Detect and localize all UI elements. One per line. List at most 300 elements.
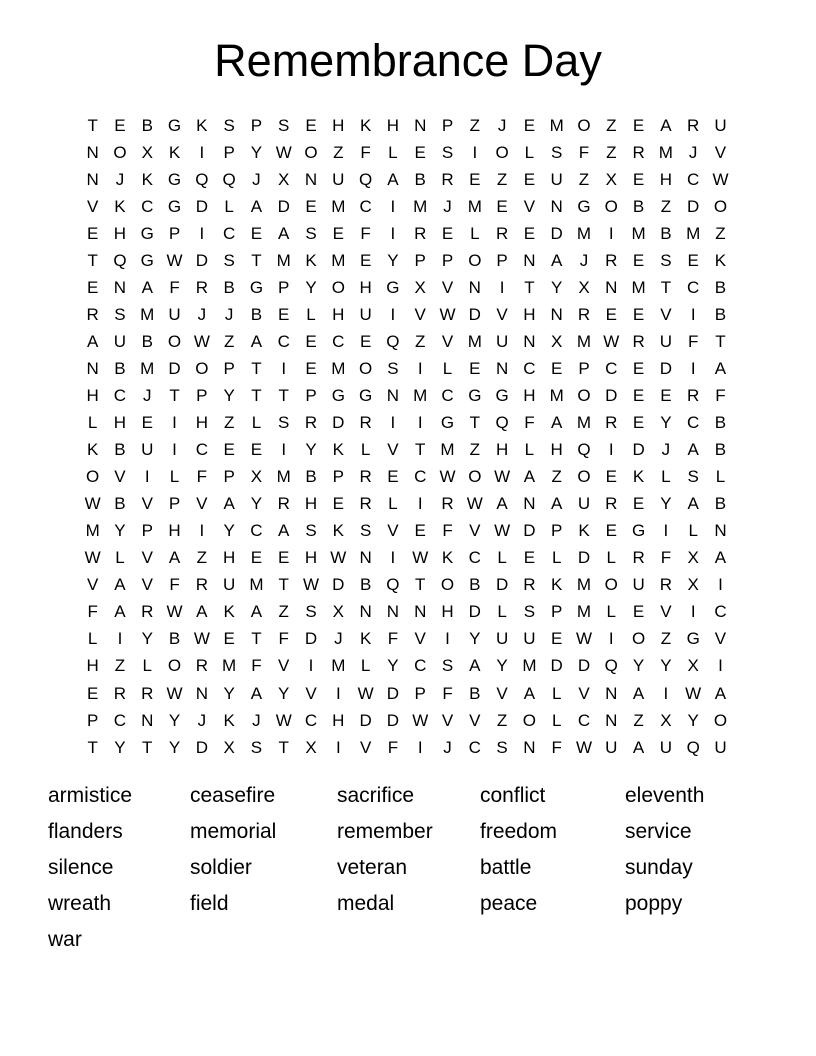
grid-letter: Q	[495, 413, 509, 433]
grid-letter: A	[114, 602, 126, 622]
grid-letter: R	[359, 467, 372, 487]
grid-letter: I	[281, 440, 287, 460]
grid-letter: S	[223, 115, 235, 135]
grid-letter: L	[360, 656, 371, 676]
grid-letter: D	[495, 575, 509, 595]
grid-letter: M	[658, 142, 673, 162]
word-list-item: eleventh	[625, 784, 705, 807]
grid-letter: Y	[469, 629, 481, 649]
grid-letter: H	[359, 277, 372, 297]
grid-letter: H	[441, 602, 454, 622]
grid-letter: W	[166, 602, 183, 622]
grid-letter: J	[115, 169, 125, 189]
grid-letter: N	[523, 737, 536, 757]
grid-letter: G	[167, 196, 182, 216]
grid-letter: Q	[195, 169, 209, 189]
grid-letter: I	[308, 656, 314, 676]
grid-letter: M	[331, 358, 346, 378]
grid-letter: P	[278, 277, 290, 297]
grid-letter: O	[113, 142, 127, 162]
grid-letter: S	[278, 115, 290, 135]
grid-letter: N	[550, 304, 563, 324]
grid-letter: P	[496, 250, 508, 270]
grid-letter: B	[632, 196, 645, 216]
grid-letter: I	[608, 223, 614, 243]
grid-letter: O	[713, 710, 728, 730]
grid-letter: O	[604, 575, 618, 595]
grid-letter: E	[687, 250, 699, 270]
grid-letter: Y	[687, 710, 699, 730]
word-list-item: poppy	[625, 892, 683, 915]
grid-letter: M	[631, 277, 646, 297]
grid-letter: M	[413, 196, 428, 216]
grid-letter: Z	[223, 331, 235, 351]
grid-letter: A	[469, 656, 481, 676]
grid-letter: I	[281, 358, 287, 378]
grid-letter: W	[575, 629, 593, 649]
grid-letter: K	[86, 440, 99, 460]
grid-letter: K	[223, 710, 235, 730]
grid-letter: P	[551, 521, 563, 541]
grid-letter: E	[523, 115, 536, 135]
grid-letter: M	[331, 250, 346, 270]
grid-letter: E	[223, 629, 235, 649]
grid-letter: F	[578, 142, 590, 162]
grid-letter: I	[608, 440, 614, 460]
grid-letter: W	[330, 548, 347, 568]
grid-letter: L	[661, 467, 671, 487]
grid-letter: R	[687, 385, 700, 405]
grid-letter: E	[469, 169, 481, 189]
grid-letter: O	[304, 142, 318, 162]
grid-letter: E	[250, 223, 263, 243]
grid-letter: F	[278, 629, 289, 649]
grid-letter: L	[524, 440, 535, 460]
grid-letter: D	[550, 223, 563, 243]
grid-letter: R	[141, 602, 154, 622]
grid-letter: K	[141, 169, 153, 189]
grid-letter: P	[223, 358, 235, 378]
grid-letter: V	[660, 304, 672, 324]
grid-letter: W	[575, 737, 593, 757]
grid-letter: Z	[415, 331, 426, 351]
grid-letter: X	[223, 737, 235, 757]
grid-letter: W	[439, 467, 456, 487]
grid-letter: N	[141, 710, 154, 730]
grid-letter: F	[87, 602, 98, 622]
grid-letter: I	[663, 521, 669, 541]
grid-letter: Q	[604, 656, 618, 676]
grid-letter: S	[305, 602, 317, 622]
grid-letter: B	[114, 494, 126, 514]
grid-letter: Y	[660, 494, 672, 514]
grid-letter: K	[551, 575, 563, 595]
grid-letter: B	[469, 683, 481, 703]
grid-letter: H	[304, 494, 318, 514]
grid-letter: U	[495, 629, 509, 649]
grid-letter: P	[441, 115, 454, 135]
grid-letter: T	[469, 413, 480, 433]
grid-letter: A	[714, 548, 727, 568]
grid-letter: I	[718, 575, 723, 595]
word-list-item: memorial	[190, 820, 277, 843]
grid-letter: C	[414, 467, 427, 487]
grid-letter: X	[551, 331, 563, 351]
grid-letter: T	[660, 277, 672, 297]
grid-letter: V	[114, 467, 126, 487]
grid-letter: L	[388, 494, 398, 514]
grid-letter: O	[495, 142, 509, 162]
grid-letter: Q	[359, 169, 373, 189]
grid-letter: I	[390, 304, 396, 324]
grid-letter: G	[631, 521, 646, 541]
grid-letter: A	[250, 331, 263, 351]
grid-letter: Y	[387, 250, 399, 270]
grid-letter: T	[169, 385, 180, 405]
grid-letter: D	[468, 602, 481, 622]
grid-letter: D	[605, 385, 618, 405]
grid-letter: F	[715, 385, 726, 405]
grid-letter: E	[605, 467, 617, 487]
grid-letter: V	[196, 494, 208, 514]
grid-letter: I	[499, 277, 505, 297]
grid-letter: N	[714, 521, 727, 541]
grid-letter: F	[442, 521, 453, 541]
grid-letter: J	[197, 710, 207, 730]
grid-letter: N	[359, 548, 372, 568]
grid-letter: X	[278, 169, 290, 189]
grid-letter: E	[469, 358, 481, 378]
grid-letter: N	[523, 331, 536, 351]
grid-letter: A	[632, 683, 645, 703]
grid-letter: R	[359, 413, 372, 433]
grid-letter: O	[440, 575, 455, 595]
grid-letter: E	[660, 385, 672, 405]
word-list-item: flanders	[48, 820, 123, 843]
grid-letter: E	[523, 169, 536, 189]
grid-letter: U	[659, 331, 673, 351]
grid-letter: O	[577, 467, 591, 487]
word-list-item: service	[625, 820, 692, 843]
grid-letter: A	[714, 683, 727, 703]
grid-letter: U	[168, 304, 181, 324]
grid-letter: S	[687, 467, 699, 487]
grid-letter: C	[141, 196, 154, 216]
grid-letter: I	[417, 358, 423, 378]
grid-letter: I	[172, 440, 177, 460]
grid-letter: A	[551, 413, 563, 433]
grid-letter: H	[86, 385, 99, 405]
grid-letter: V	[86, 575, 99, 595]
grid-letter: V	[578, 683, 590, 703]
grid-letter: E	[632, 413, 645, 433]
grid-letter: N	[386, 602, 400, 622]
grid-letter: K	[632, 467, 645, 487]
grid-letter: H	[168, 521, 181, 541]
grid-letter: Y	[305, 277, 317, 297]
grid-letter: G	[495, 385, 509, 405]
grid-letter: W	[193, 629, 210, 649]
grid-letter: E	[223, 440, 235, 460]
grid-letter: Y	[551, 277, 563, 297]
grid-letter: E	[250, 440, 263, 460]
grid-letter: C	[414, 656, 427, 676]
grid-letter: K	[714, 250, 727, 270]
grid-letter: I	[117, 629, 123, 649]
grid-letter: P	[86, 710, 99, 730]
grid-letter: L	[470, 223, 480, 243]
grid-letter: M	[276, 467, 291, 487]
grid-letter: T	[278, 737, 289, 757]
grid-letter: B	[359, 575, 372, 595]
grid-letter: U	[222, 575, 236, 595]
grid-letter: B	[114, 440, 126, 460]
grid-letter: H	[86, 656, 99, 676]
grid-letter: A	[278, 521, 290, 541]
grid-letter: J	[497, 115, 507, 135]
grid-letter: I	[608, 629, 614, 649]
grid-letter: Z	[333, 142, 344, 162]
grid-letter: L	[388, 142, 398, 162]
grid-letter: W	[303, 575, 320, 595]
grid-letter: K	[332, 521, 344, 541]
grid-letter: C	[687, 169, 700, 189]
grid-letter: Q	[386, 575, 400, 595]
grid-letter: A	[250, 602, 263, 622]
grid-letter: L	[606, 548, 617, 568]
grid-letter: Y	[223, 683, 235, 703]
word-list-item: ceasefire	[190, 784, 276, 807]
grid-letter: D	[277, 196, 290, 216]
grid-letter: D	[523, 521, 536, 541]
grid-letter: T	[142, 737, 153, 757]
grid-letter: E	[141, 413, 153, 433]
grid-letter: Y	[660, 413, 672, 433]
grid-letter: J	[688, 142, 698, 162]
grid-letter: V	[359, 737, 372, 757]
grid-letter: E	[523, 223, 536, 243]
grid-letter: T	[278, 385, 289, 405]
grid-letter: E	[114, 115, 126, 135]
grid-letter: V	[714, 142, 727, 162]
grid-letter: M	[331, 196, 346, 216]
grid-letter: C	[195, 440, 208, 460]
grid-letter: X	[332, 602, 344, 622]
grid-letter: R	[414, 223, 427, 243]
grid-letter: L	[360, 440, 371, 460]
grid-letter: C	[523, 358, 536, 378]
grid-letter: T	[251, 358, 262, 378]
word-list-item: armistice	[48, 784, 133, 807]
word-list	[48, 778, 704, 958]
grid-letter: C	[359, 196, 372, 216]
grid-letter: Z	[551, 467, 562, 487]
grid-letter: U	[714, 115, 727, 135]
grid-letter: J	[252, 169, 261, 189]
grid-letter: E	[86, 223, 99, 243]
grid-letter: A	[632, 737, 645, 757]
grid-letter: E	[632, 304, 645, 324]
grid-letter: B	[714, 440, 727, 460]
grid-letter: M	[549, 115, 564, 135]
word-list-item: silence	[48, 856, 114, 879]
grid-letter: Z	[578, 169, 590, 189]
grid-letter: U	[495, 331, 509, 351]
grid-letter: R	[659, 575, 673, 595]
grid-letter: Z	[114, 656, 126, 676]
grid-letter: L	[497, 548, 507, 568]
grid-letter: J	[334, 629, 343, 649]
grid-letter: Y	[632, 656, 645, 676]
grid-letter: C	[332, 331, 345, 351]
grid-letter: F	[524, 413, 535, 433]
grid-letter: E	[305, 358, 317, 378]
grid-letter: R	[195, 575, 208, 595]
word-list-item: wreath	[48, 892, 112, 915]
grid-letter: R	[304, 413, 318, 433]
grid-letter: R	[687, 115, 700, 135]
grid-letter: N	[523, 494, 536, 514]
grid-letter: R	[495, 223, 509, 243]
grid-letter: O	[86, 467, 100, 487]
grid-letter: K	[359, 629, 372, 649]
grid-letter: N	[359, 602, 372, 622]
grid-letter: E	[332, 223, 344, 243]
grid-letter: B	[714, 413, 727, 433]
grid-letter: O	[522, 710, 537, 730]
grid-letter: V	[141, 548, 153, 568]
grid-letter: C	[687, 277, 700, 297]
grid-letter: C	[468, 737, 481, 757]
grid-letter: J	[252, 710, 261, 730]
grid-letter: A	[496, 494, 508, 514]
grid-letter: E	[605, 304, 617, 324]
grid-letter: M	[413, 385, 428, 405]
grid-letter: Y	[223, 385, 235, 405]
grid-letter: R	[605, 494, 618, 514]
grid-letter: K	[441, 548, 454, 568]
grid-letter: A	[714, 358, 727, 378]
grid-letter: P	[250, 115, 263, 135]
grid-letter: C	[468, 548, 481, 568]
grid-letter: V	[414, 629, 426, 649]
grid-letter: E	[414, 521, 426, 541]
grid-letter: B	[660, 223, 672, 243]
grid-letter: N	[195, 683, 208, 703]
grid-letter: P	[414, 250, 426, 270]
grid-letter: N	[605, 710, 618, 730]
grid-letter: G	[140, 223, 154, 243]
grid-letter: F	[196, 467, 208, 487]
grid-letter: T	[251, 629, 262, 649]
grid-letter: M	[249, 575, 264, 595]
grid-letter: B	[223, 277, 235, 297]
grid-letter: R	[195, 656, 208, 676]
grid-letter: D	[577, 548, 591, 568]
grid-letter: L	[606, 602, 617, 622]
grid-letter: X	[687, 575, 699, 595]
grid-letter: O	[631, 629, 646, 649]
grid-letter: D	[195, 196, 208, 216]
grid-letter: O	[577, 385, 591, 405]
grid-letter: G	[359, 385, 373, 405]
grid-letter: U	[359, 304, 372, 324]
grid-letter: C	[113, 710, 127, 730]
word-list-item: remember	[337, 820, 433, 843]
grid-letter: N	[86, 169, 99, 189]
grid-letter: G	[386, 277, 400, 297]
grid-letter: Z	[469, 115, 480, 135]
grid-letter: Y	[223, 521, 235, 541]
grid-letter: P	[441, 250, 454, 270]
grid-letter: W	[466, 494, 483, 514]
grid-letter: M	[140, 304, 155, 324]
word-list-item: medal	[337, 892, 395, 915]
grid-letter: S	[250, 737, 263, 757]
grid-letter: G	[468, 385, 482, 405]
grid-letter: M	[276, 250, 291, 270]
grid-letter: D	[386, 710, 400, 730]
grid-letter: X	[250, 467, 263, 487]
grid-letter: T	[415, 440, 426, 460]
grid-letter: Y	[387, 656, 399, 676]
grid-letter: I	[690, 602, 696, 622]
grid-letter: W	[494, 467, 511, 487]
grid-letter: X	[660, 710, 672, 730]
grid-letter: L	[87, 413, 98, 433]
grid-letter: C	[577, 710, 591, 730]
grid-letter: E	[86, 683, 99, 703]
grid-letter: J	[579, 250, 589, 270]
grid-letter: M	[467, 331, 482, 351]
word-list-item: sacrifice	[337, 784, 415, 807]
grid-letter: K	[196, 115, 208, 135]
grid-letter: B	[414, 169, 426, 189]
grid-letter: I	[390, 223, 396, 243]
grid-letter: I	[417, 737, 423, 757]
grid-letter: S	[660, 250, 672, 270]
grid-letter: H	[523, 304, 536, 324]
grid-letter: A	[250, 196, 263, 216]
grid-letter: N	[86, 358, 99, 378]
grid-letter: W	[84, 548, 101, 568]
grid-letter: J	[443, 196, 452, 216]
grid-letter: M	[222, 656, 237, 676]
grid-letter: Y	[114, 521, 126, 541]
grid-letter: O	[167, 331, 182, 351]
word-list-item: field	[190, 892, 229, 915]
grid-letter: O	[577, 115, 591, 135]
grid-letter: V	[496, 304, 508, 324]
grid-letter: D	[304, 629, 318, 649]
grid-letter: A	[114, 575, 126, 595]
grid-letter: B	[168, 629, 181, 649]
grid-letter: Z	[606, 142, 617, 162]
grid-letter: O	[331, 277, 345, 297]
grid-letter: M	[522, 656, 537, 676]
grid-letter: M	[576, 602, 592, 622]
grid-letter: N	[495, 358, 509, 378]
grid-letter: P	[551, 602, 563, 622]
grid-letter: O	[468, 467, 482, 487]
grid-letter: C	[222, 223, 236, 243]
grid-letter: R	[141, 683, 154, 703]
grid-letter: T	[87, 115, 98, 135]
grid-letter: N	[468, 277, 481, 297]
grid-letter: X	[141, 142, 153, 162]
grid-letter: A	[687, 440, 699, 460]
grid-letter: P	[578, 358, 590, 378]
